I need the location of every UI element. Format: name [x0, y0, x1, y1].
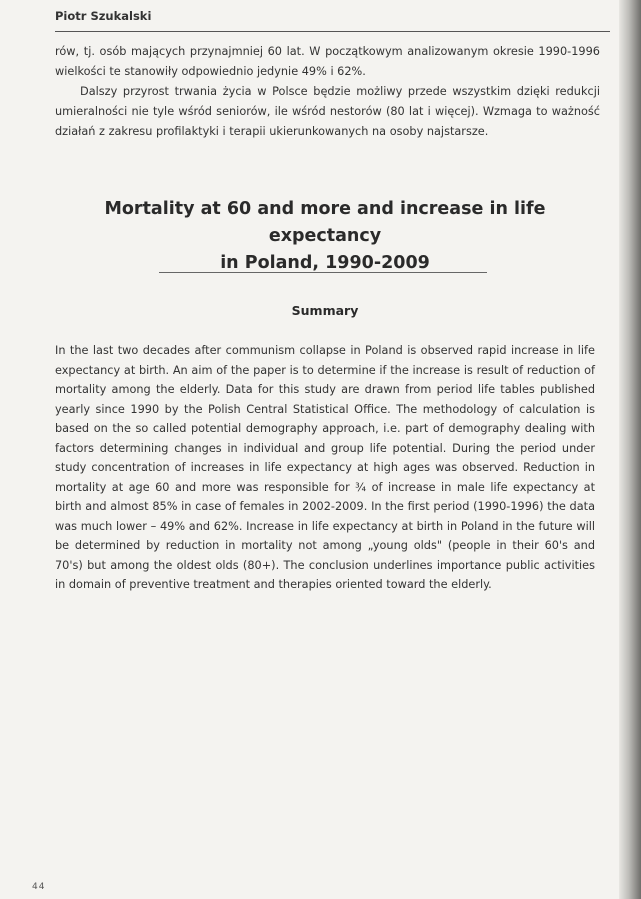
page-number: 44 [32, 882, 46, 892]
header-rule [55, 31, 610, 32]
title-line-1: Mortality at 60 and more and increase in life expectancy [104, 199, 546, 246]
running-head-author: Piotr Szukalski [55, 9, 152, 23]
polish-text-block [55, 42, 600, 142]
page-edge-shadow [619, 0, 641, 899]
title-rule [159, 272, 487, 273]
polish-paragraph-2: Dalszy przyrost trwania życia w Polsce będzie możliwy przede wszystkim dzięki redukcji umieralności nie tyle wśród seniorów, ile wśród nestorów (80 lat i więcej). Wzmaga to ważność działań z zakresu profilaktyki i terapii ukierunkowanych na osoby najstarsze. [55, 85, 600, 138]
summary-heading: Summary [291, 303, 359, 318]
summary-paragraph: In the last two decades after communism collapse in Poland is observed rapid increase in life expectancy at birth. An aim of the paper is to determine if the increase is result of reduction of mortality among the elderly. Data for this study are drawn from period life tables published yearly since 1990 by the Polish Central Statistical Office. The methodology of calculation is based on the so called potential demography approach, i.e. part of demography dealing with factors determining changes in individual and group life potential. During the period under study concentration of increases in life expectancy at high ages was observed. Reduction in mortality at age 60 and more was responsible for ¾ of increase in male life expectancy at birth and almost 85% in case of females in 2002-2009. In the first period (1990-1996) the data was much lower – 49% and 62%. Increase in life expectancy at birth in Poland in the future will be determined by reduction in mortality not among „young olds" (people in their 60's and 70's) but among the oldest olds (80+). The conclusion underlines importance public activities in domain of preventive treatment and therapies oriented toward the elderly. [55, 344, 595, 591]
english-title [55, 196, 595, 277]
title-line-2: in Poland, 1990-2009 [220, 253, 430, 273]
polish-paragraph-1: rów, tj. osób mających przynajmniej 60 lat. W początkowym analizowanym okresie 1990-1996 wielkości te stanowiły odpowiednio jedynie 49% i 62%. [55, 45, 600, 78]
